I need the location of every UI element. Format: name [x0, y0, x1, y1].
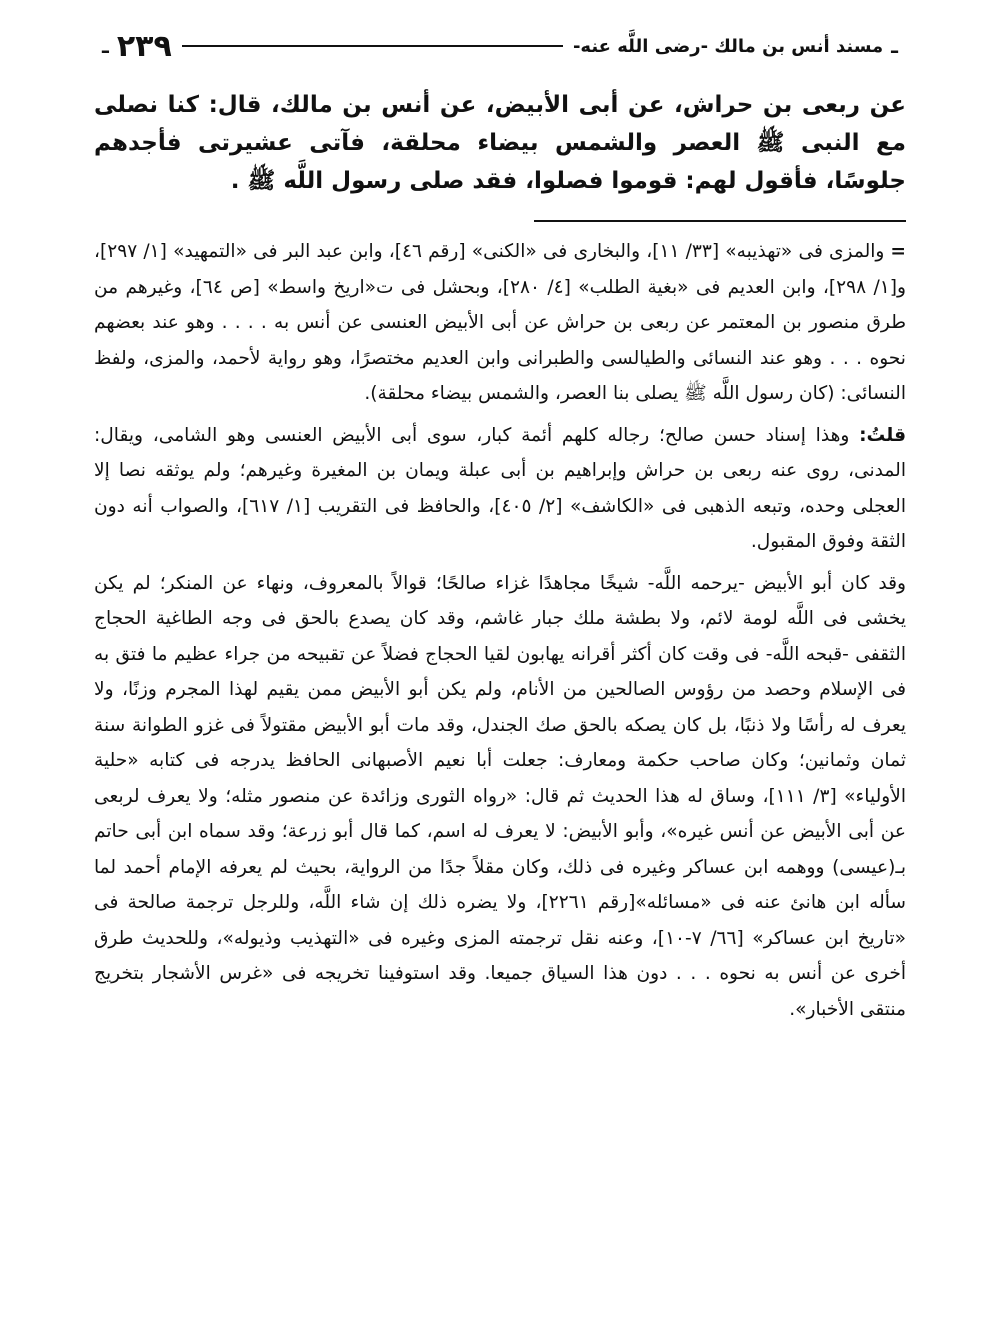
footnote-continuation-mark: = [890, 241, 906, 262]
comment-text-2: وقد كان أبو الأبيض -يرحمه اللَّه- شيخًا مجاهدًا غزاء صالحًا؛ قوالاً بالمعروف، ونهاء عن المنكر؛ لم يكن يخشى فى اللَّه لومة لائم، ولا بطشة ملك جبار غاشم، وقد كان يصدع بالحق فى وجه الطاغية الحجاج الثقفى -قبحه اللَّه- فى وقت كان أكثر أقرانه يهابون لقيا الحجاج فضلاً عن تقبيحه من جراء عظيم ما فتق به فى الإسلام وحصد من رؤوس الصالحين من الأنام، ولم يكن أبو الأبيض ممن يقيم لهذا المجرم وزنًا، ولا يعرف له رأسًا ولا ذنبًا، بل كان يصكه بالحق صك الجندل، وقد مات أبو الأبيض مقتولاً فى غزو الطوانة سنة ثمان وثمانين؛ وكان صاحب حكمة ومعارف: جعلت أبا نعيم الأصبهانى الحافظ يدرجه فى كتابه «حلية الأولياء» [٣/ ١١١]، وساق له هذا الحديث ثم قال: «رواه الثورى وزائدة عن منصور مثله؛ ولا يعرف لربعى عن أبى الأبيض عن أنس غيره»، وأبو الأبيض: لا يعرف له اسم، كما قال أبو زرعة؛ وقد سماه ابن أبى حاتم بـ(عيسى) ووهمه ابن عساكر وغيره فى ذلك، وكان مقلاً جدًا من الرواية، بحيث لم يعرفه الإمام أحمد لما سأله ابن هانئ عنه فى «مسائله»[رقم ٢٢٦١]، ولا يضره ذلك إن شاء اللَّه، وللرجل ترجمة صالحة فى «تاريخ ابن عساكر» [٦٦/ ٧-١٠]، وعنه نقل ترجمته المزى وغيره فى «التهذيب وذيوله»، وللحديث طرق أخرى عن أنس به نحوه . . . دون هذا السياق جميعا. وقد استوفينا تخريجه فى «غرس الأشجار بتخريج منتقى الأخبار». [94, 572, 906, 1020]
running-header [94, 26, 906, 66]
header-leading-dash: ـ [891, 34, 898, 58]
header-trailing-dash: ـ [102, 34, 109, 58]
header-rule [182, 45, 563, 47]
footnote-text: والمزى فى «تهذيبه» [٣٣/ ١١]، والبخارى فى «الكنى» [رقم ٤٦]، وابن عبد البر فى «التمهيد» [١/ ٢٩٧]، و[١/ ٢٩٨]، وابن العديم فى «بغية الطلب» [٤/ ٢٨٠]، وبحشل فى ت«اريخ واسط» [ص ٦٤]، وغيرهم من طرق منصور بن المعتمر عن ربعى بن حراش عن أبى الأبيض العنسى عن أنس به . . . . وهو عند بعضهم نحوه . . . وهو عند النسائى والطيالسى والطبرانى وابن العديم مختصرًا، وهو رواية لأحمد، والمزى، ولفظ النسائى: (كان رسول اللَّه ﷺ يصلى بنا العصر، والشمس بيضاء محلقة). [94, 241, 906, 404]
footnote-separator [534, 220, 906, 222]
hadith-text: عن ربعى بن حراش، عن أبى الأبيض، عن أنس بن مالك، قال: كنا نصلى مع النبى ﷺ العصر والشمس بيضاء محلقة، فآتى عشيرتى فأجدهم جلوسًا، فأقول لهم: قوموا فصلوا، فقد صلى رسول اللَّه ﷺ . [94, 92, 906, 194]
comment-paragraph-1 [94, 418, 906, 560]
comment-text-1: وهذا إسناد حسن صالح؛ رجاله كلهم أئمة كبار، سوى أبى الأبيض العنسى وهو الشامى، ويقال: المدنى، روى عنه ربعى بن حراش وإبراهيم بن أبى عبلة ويمان بن المغيرة وغيرهم؛ ولم يوثقه نصا إلا العجلى وحده، وتبعه الذهبى فى «الكاشف» [٢/ ٤٠٥]، والحافظ فى التقريب [١/ ٦١٧]، والصواب أنه دون الثقة وفوق المقبول. [94, 424, 906, 552]
comment-lead: قلتُ: [859, 424, 906, 446]
footnote-paragraph [94, 234, 906, 412]
page-number: ٢٣٩ [116, 28, 172, 64]
comment-paragraph-2 [94, 566, 906, 1028]
header-title: مسند أنس بن مالك -رضى اللَّه عنه- [572, 35, 884, 57]
